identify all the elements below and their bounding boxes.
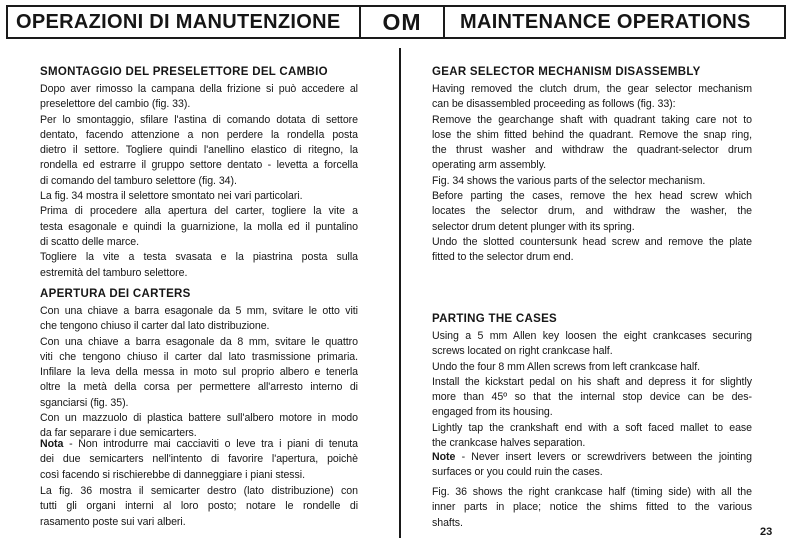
text-line xyxy=(40,437,358,452)
text-line: inner parts in place; notice the shims fitted to the various xyxy=(432,501,752,514)
text-line: Install the kickstart pedal on his shaft and depress it for slightly xyxy=(432,375,752,388)
text-line: rondella ed estrarre il gruppo settore dentato - levetta a forcella xyxy=(40,159,358,172)
text-line: di scatto delle marce. xyxy=(40,235,139,248)
text-line: rasamento poste sui vari alberi. xyxy=(40,515,186,528)
text-line: testa esagonale e quindi la guarnizione, la molla ed il puntalino xyxy=(40,220,358,233)
section-heading: SMONTAGGIO DEL PRESELETTORE DEL CAMBIO xyxy=(40,66,328,78)
text-line: Before parting the cases, remove the hex head screw which xyxy=(432,190,752,203)
text-line: can be disassembled proceeding as follows (fig. 33): xyxy=(432,98,676,111)
text-line: more than 45º so that the internal stop device can be des- xyxy=(432,391,752,404)
note-block xyxy=(432,450,752,481)
text-line: screws located on right crankcase half. xyxy=(432,345,613,358)
text-line: locates the selector drum, and withdraw the washer, the xyxy=(432,205,752,218)
note-block xyxy=(40,437,358,483)
section-heading: PARTING THE CASES xyxy=(432,313,558,325)
section-body xyxy=(432,82,752,266)
text-line: da far separare i due semicarters. xyxy=(40,427,197,440)
section-body xyxy=(432,329,752,451)
note-text: - Non introdurre mai cacciaviti o leve tra i piani di tenuta xyxy=(63,438,358,450)
text-line: sganciarsi (fig. 35). xyxy=(40,396,129,409)
section-body xyxy=(40,82,358,281)
text-line: Infilare la leva della messa in moto sul proprio albero e tenerla xyxy=(40,366,358,379)
text-line: Per lo smontaggio, sfilare l'astina di comando dotata di settore xyxy=(40,113,358,126)
text-line: dei due semicarters nell'intento di favorire l'apertura, poichè xyxy=(40,453,358,466)
text-line: Having removed the clutch drum, the gear selector mechanism xyxy=(432,83,752,95)
text-line: fitted to the selector drum end. xyxy=(432,251,574,264)
text-line: the crankcase halves separation. xyxy=(432,437,586,450)
text-line xyxy=(432,450,752,465)
text-line: lose the shim fitted behind the quadrant. Remove the snap ring, xyxy=(432,128,752,141)
page-number: 23 xyxy=(760,526,773,538)
note-label: Note xyxy=(432,451,456,463)
text-line: preselettore del cambio (fig. 33). xyxy=(40,98,191,111)
text-line: Fig. 36 shows the right crankcase half (timing side) with all the xyxy=(432,486,752,498)
text-line: Con una chiave a barra esagonale da 5 mm, svitare le otto viti xyxy=(40,305,358,317)
text-line: selector drum detent plunger with its spring. xyxy=(432,220,635,233)
section-footer-text xyxy=(432,485,752,531)
text-line: dentato, facendo attenzione a non perdere la rondella posta xyxy=(40,128,358,141)
section-heading: GEAR SELECTOR MECHANISM DISASSEMBLY xyxy=(432,66,701,78)
text-line: shafts. xyxy=(432,516,463,529)
text-line: estremità del tamburo selettore. xyxy=(40,266,188,279)
text-line: Con un mazzuolo di plastica battere sull'albero motore in modo xyxy=(40,412,358,425)
text-line: surfaces or you could ruin the cases. xyxy=(432,466,603,479)
text-line: Dopo aver rimosso la campana della frizione si può accedere al xyxy=(40,83,358,95)
text-line: the thrust washer and withdraw the quadrant-selector drum xyxy=(432,144,752,157)
text-line: operating arm assembly. xyxy=(432,159,547,172)
text-line: La fig. 36 mostra il semicarter destro (lato distribuzione) con xyxy=(40,485,358,497)
text-line: così facendo si rischierebbe di danneggiare i piani stessi. xyxy=(40,468,305,481)
note-text: - Never insert levers or screwdrivers between the jointing xyxy=(455,451,752,463)
section-heading: APERTURA DEI CARTERS xyxy=(40,288,191,300)
header-title-italian: OPERAZIONI DI MANUTENZIONE xyxy=(16,11,341,33)
text-line: Using a 5 mm Allen key loosen the eight crankcases securing xyxy=(432,330,752,342)
text-line: Togliere la vite a testa svasata e la piastrina posta sulla xyxy=(40,251,358,264)
text-line: engaged from its housing. xyxy=(432,406,553,419)
text-line: La fig. 34 mostra il selettore smontato nei vari particolari. xyxy=(40,190,303,203)
text-line: che tengono chiuso il carter dal lato distribuzione. xyxy=(40,320,270,333)
text-line: Prima di procedere alla apertura del carter, togliere la vite a xyxy=(40,205,358,218)
text-line: dietro il settore. Togliere quindi l'anellino elastico di ritegno, la xyxy=(40,144,358,157)
text-line: tutti gli organi interni al loro posto; notare le rondelle di xyxy=(40,500,358,513)
text-line: Undo the four 8 mm Allen screws from left crankcase half. xyxy=(432,360,700,373)
text-line: Remove the gearchange shaft with quadrant taking care not to xyxy=(432,113,752,126)
text-line: Undo the slotted countersunk head screw and remove the plate xyxy=(432,235,752,248)
text-line: Con una chiave a barra esagonale da 8 mm, svitare le quattro xyxy=(40,335,358,348)
text-line: oltre la metà della corsa per permettere all'arresto interno di xyxy=(40,381,358,394)
section-code-badge: OM xyxy=(359,7,445,37)
note-label: Nota xyxy=(40,438,64,450)
text-line: Lightly tap the crankshaft end with a soft faced mallet to ease xyxy=(432,421,752,434)
text-line: viti che tengono chiuso il carter dal lato trasmissione primaria. xyxy=(40,350,358,363)
header-title-english: MAINTENANCE OPERATIONS xyxy=(460,11,751,33)
text-line: Fig. 34 shows the various parts of the selector mechanism. xyxy=(432,174,706,187)
column-divider xyxy=(399,48,401,538)
page-header xyxy=(6,5,786,39)
section-footer-text xyxy=(40,484,358,530)
text-line: di comando del tamburo selettore (fig. 34). xyxy=(40,174,237,187)
section-body xyxy=(40,304,358,442)
